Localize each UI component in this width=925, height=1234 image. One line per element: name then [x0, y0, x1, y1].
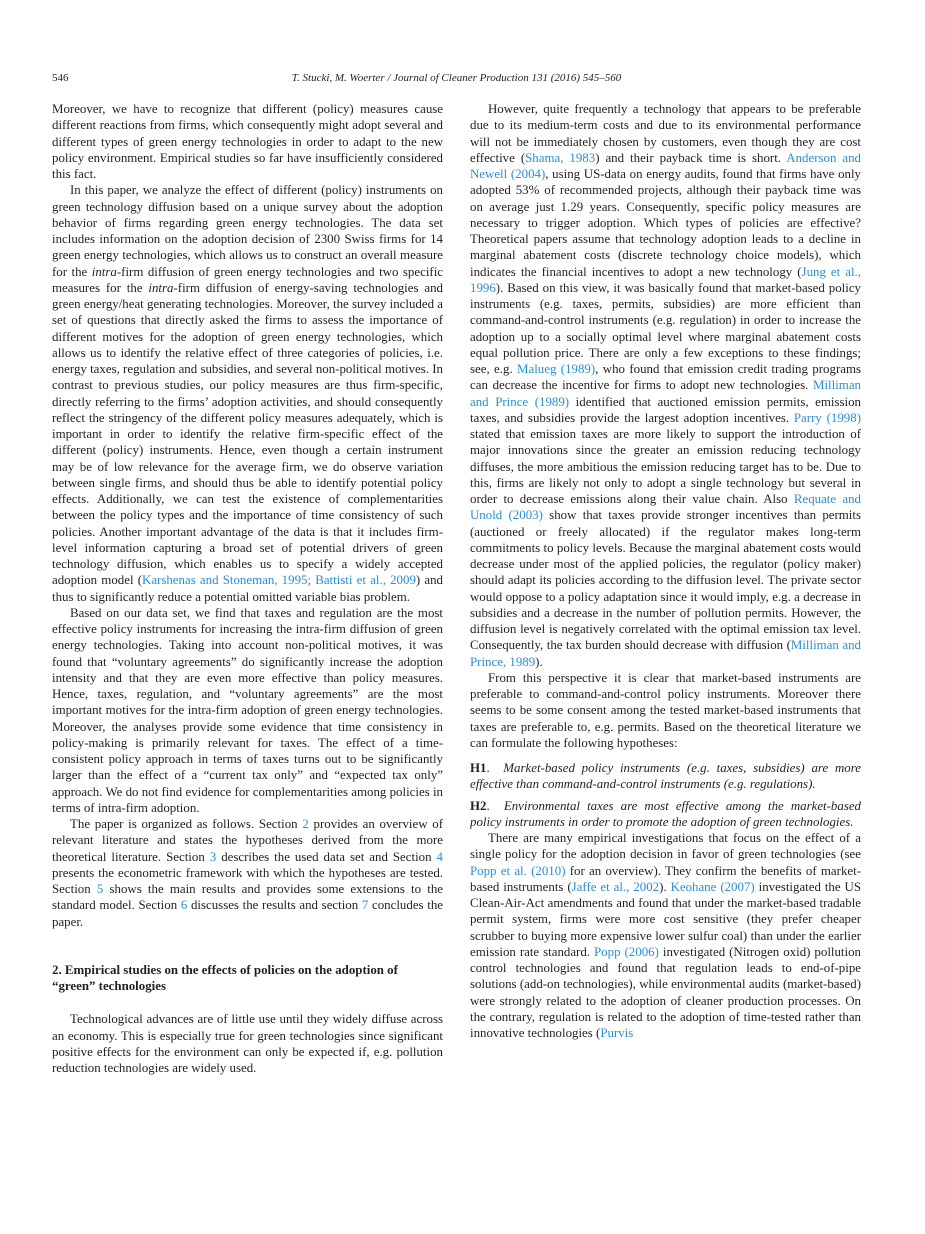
- page-header: [52, 72, 861, 88]
- section-heading: 2. Empirical studies on the effects of policies on the adoption of “green” technologies: [52, 962, 398, 993]
- citation-link[interactable]: Jaffe et al., 2002: [571, 879, 660, 894]
- hypothesis-h1: H1. Market-based policy instruments (e.g. taxes, subsidies) are more effective than command-and-control instruments (e.g. regulations).: [470, 761, 861, 792]
- paragraph: Technological advances are of little use until they widely diffuse across an economy. This is especially true for green technologies since significant positive effects for the environment can only be expected if, e.g. pollution reduction technologies are widely used.: [52, 1012, 443, 1075]
- citation-link[interactable]: Shama, 1983: [525, 150, 596, 165]
- section-link[interactable]: 5: [96, 882, 104, 896]
- citation-link[interactable]: Parry (1998): [793, 410, 861, 425]
- citation-link[interactable]: Jung et al., 1996: [470, 264, 861, 295]
- section-link[interactable]: 3: [209, 849, 217, 864]
- section-link[interactable]: 7: [361, 898, 369, 913]
- hypothesis-h2: H2. Environmental taxes are most effective among the market-based policy instruments in order to promote the adoption of green technologies.: [470, 798, 861, 829]
- paragraph: Moreover, we have to recognize that different (policy) measures cause different reactions from firms, which consequently might adopt several and different types of green energy technologies in order to adapt to the new policy environment. Empirical studies so far have insufficiently considered this fact.: [52, 102, 443, 181]
- left-column: [52, 101, 443, 1076]
- paragraph: Based on our data set, we find that taxes and regulation are the most effective policy instruments for increasing the intra-firm diffusion of green energy technologies. Taking into account non-political motives, it was found that “voluntary agreements” do significantly increase the adoption intensity and that they are even more effective than policy measures. Hence, taxes, regulation, and “voluntary agreements” are the most important motives for the intra-firm adoption of green energy technologies. Moreover, the analyses provide some evidence that time consistency in policy-making is primarily relevant for taxes. The effect of a time-consistent policy approach in terms of taxes turns out to be significantly larger than the effect of a “current tax only” and “expected tax only” approach. We do not find evidence for complementarities among policies in terms of intra-firm adoption.: [52, 605, 443, 815]
- citation-link[interactable]: Keohane (2007): [670, 879, 755, 894]
- page-number: 546: [52, 72, 69, 84]
- paragraph: The paper is organized as follows. Section 2 provides an overview of relevant literature and states the hypotheses derived from the more theoretical literature. Section 3 describes the used data set and Section 4 presents the econometric framework with which the hypotheses are tested. Section 5 shows the main results and provides some extensions to the standard model. Section 6 discusses the results and section 7 concludes the paper.: [52, 817, 443, 929]
- citation-link[interactable]: Anderson and Newell (2004): [470, 150, 861, 181]
- paragraph: From this perspective it is clear that market-based instruments are preferable to command-and-control policy instruments. Moreover there seems to be some consent among the tested market-based instruments that taxes are preferable to, e.g. permits. Based on the theoretical literature we can formulate the following hypotheses:: [470, 670, 861, 750]
- section-link[interactable]: 4: [436, 849, 443, 864]
- paragraph: However, quite frequently a technology that appears to be preferable due to its medium-term costs and due to its environmental performance will not be immediately chosen by customers, even though they are cost effective (Shama, 1983) and their payback time is short. Anderson and Newell (2004), using US-data on energy audits, found that firms have only adopted 53% of recommended projects, although their payback time was on average just 1.29 years. Consequently, specific policy measures are necessary to trigger adoption. Which types of policies are effective? Theoretical papers assume that technology adoption leads to a decline in marginal abatement costs (discrete technology choice models), which indicates the financial incentives to adopt a new technology (Jung et al., 1996). Based on this view, it was basically found that market-based policy instruments (e.g. taxes, permits, subsidies) are more efficient than command-and-control instruments (e.g. regulation) in order to increase the adoption up to a socially optimal level where marginal abatement costs equal pollution price. There are only a few exceptions to these findings; see, e.g. Malueg (1989), who found that emission credit trading programs can decrease the incentive for firms to adopt new technologies. Milliman and Prince (1989) identified that auctioned emission permits, emission taxes, and subsidies provide the largest adoption incentives. Parry (1998) stated that emission taxes are more likely to support the introduction of major innovations since the greater an emission reducing technology diffuses, the more ambitious the emission reducing target has to be. Due to this, firms are likely not only to adopt a single technology but several in order to decrease emissions along their value chain. Also Requate and Unold (2003) show that taxes provide stronger incentives than permits (auctioned or freely allocated) if the regulator makes long-term commitments to policy levels. Because the marginal abatement costs would decrease under most of the applied policies, the regulator (policy maker) should adapt its policies according to the diffusion level. The private sector would oppose to a policy adaptation since it would imply, e.g. a decrease in subsidies and a decrease in the number of pollution permits. However, the diffusion level is negatively correlated with the optimal emission tax level. Consequently, the tax burden should decrease with diffusion (Milliman and Prince, 1989).: [470, 102, 862, 669]
- running-head: T. Stucki, M. Woerter / Journal of Cleaner Production 131 (2016) 545–560: [291, 72, 622, 84]
- citation-link[interactable]: Karshenas and Stoneman, 1995; Battisti et al., 2009: [142, 573, 416, 588]
- citation-link[interactable]: Requate and Unold (2003): [470, 492, 861, 523]
- citation-link[interactable]: Purvis: [600, 1026, 634, 1040]
- citation-link[interactable]: Popp (2006): [594, 944, 659, 959]
- citation-link[interactable]: Malueg (1989): [517, 362, 596, 376]
- paragraph: In this paper, we analyze the effect of different (policy) instruments on green technology diffusion based on a unique survey about the adoption behavior of firms regarding green energy technologies. The data set includes information on the adoption decision of 2300 Swiss firms for 14 green energy technologies, which allows us to construct an overall measure for the intra-firm diffusion of green energy technologies and two specific measures for the intra-firm diffusion of energy-saving technologies and green energy/heat generating technologies. Moreover, the survey included a set of questions that directly asked the firms to assess the importance of different motives for the adoption of green energy technologies, which allows us to identify the relative effect of three categories of policies, i.e. energy taxes, regulation and subsidies, and several non-political motives. In contrast to previous studies, our policy measures are thus firm-specific, directly referring to the firms’ adoption activities, and should consequently reflect the stringency of the different policy measures adequately, which is important in order to identify the relative firm-specific effect of the different (policy) instruments. Hence, even though a certain instrument may be of low relevance for the average firm, we do observe variation between single firms, and should thus be able to identify potential policy effects. Additionally, we can test the existence of complementarities between the policy types and the importance of time consistency of such policies. Another important advantage of the data is that it includes firm-level information capturing a broad set of potential drivers of green technology diffusion, which enables us to specify a widely accepted adoption model (Karshenas and Stoneman, 1995; Battisti et al., 2009) and thus to significantly reduce a potential omitted variable bias problem.: [52, 183, 443, 604]
- section-link[interactable]: 6: [180, 898, 188, 913]
- right-column: [470, 101, 861, 1041]
- section-link[interactable]: 2: [302, 817, 309, 831]
- citation-link[interactable]: Popp et al. (2010): [470, 863, 566, 878]
- paragraph: There are many empirical investigations that focus on the effect of a single policy for the adoption decision in favor of green technologies (see Popp et al. (2010) for an overview). They confirm the benefits of market-based instruments (Jaffe et al., 2002). Keohane (2007) investigated the US Clean-Air-Act amendments and found that under the market-based tradable permit system, firms were more cost sensitive (they prefer cheaper scrubber to buying more expensive lower sulfur coal) than under the earlier emission rate standard. Popp (2006) investigated (Nitrogen oxid) pollution control technologies and found that regulation leads to end-of-pipe solutions (add-on technologies), while environmental audits (market-based) were strongly related to the adoption of cleaner production processes. On the contrary, regulation is related to the adoption of time-tested rather than innovative technologies (Purvis: [470, 831, 861, 1040]
- citation-link[interactable]: Milliman and Prince, 1989: [470, 638, 861, 669]
- citation-link[interactable]: Milliman and Prince (1989): [470, 378, 861, 409]
